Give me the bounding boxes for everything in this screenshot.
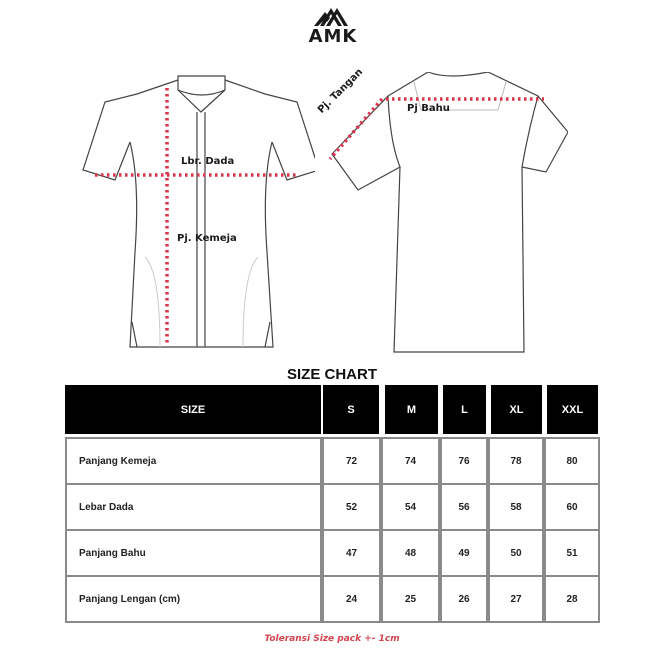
cell-value: 60 <box>544 483 600 531</box>
header-m: M <box>385 385 438 434</box>
cell-value: 80 <box>544 437 600 485</box>
size-chart-title: SIZE CHART <box>287 366 377 383</box>
row-label-lebar-dada: Lebar Dada <box>65 483 322 531</box>
cell-value: 50 <box>488 529 544 577</box>
cell-value: 58 <box>488 483 544 531</box>
label-chest-width: Lbr. Dada <box>181 156 235 167</box>
cell-value: 72 <box>322 437 381 485</box>
cell-value: 51 <box>544 529 600 577</box>
cell-value: 49 <box>440 529 488 577</box>
tolerance-note: Toleransi Size pack +- 1cm <box>264 634 400 644</box>
shirt-back-diagram <box>318 72 568 362</box>
cell-value: 26 <box>440 575 488 623</box>
header-size: SIZE <box>65 385 321 434</box>
brand-name: AMK <box>308 26 358 47</box>
cell-value: 52 <box>322 483 381 531</box>
cell-value: 27 <box>488 575 544 623</box>
row-label-panjang-kemeja: Panjang Kemeja <box>65 437 322 485</box>
header-s: S <box>323 385 379 434</box>
header-l: L <box>443 385 486 434</box>
cell-value: 54 <box>381 483 440 531</box>
cell-value: 74 <box>381 437 440 485</box>
cell-value: 48 <box>381 529 440 577</box>
cell-value: 24 <box>322 575 381 623</box>
label-shoulder-width: Pj Bahu <box>407 103 450 114</box>
label-sleeve-length: Pj. Tangan <box>316 66 366 116</box>
cell-value: 56 <box>440 483 488 531</box>
cell-value: 28 <box>544 575 600 623</box>
shirt-front-diagram <box>75 72 315 362</box>
cell-value: 47 <box>322 529 381 577</box>
brand-logo <box>300 4 366 48</box>
cell-value: 78 <box>488 437 544 485</box>
header-xxl: XXL <box>547 385 598 434</box>
cell-value: 25 <box>381 575 440 623</box>
header-xl: XL <box>491 385 542 434</box>
row-label-panjang-lengan: Panjang Lengan (cm) <box>65 575 322 623</box>
cell-value: 76 <box>440 437 488 485</box>
row-label-panjang-bahu: Panjang Bahu <box>65 529 322 577</box>
label-shirt-length: Pj. Kemeja <box>177 233 237 244</box>
mountain-peaks-icon <box>300 4 366 28</box>
